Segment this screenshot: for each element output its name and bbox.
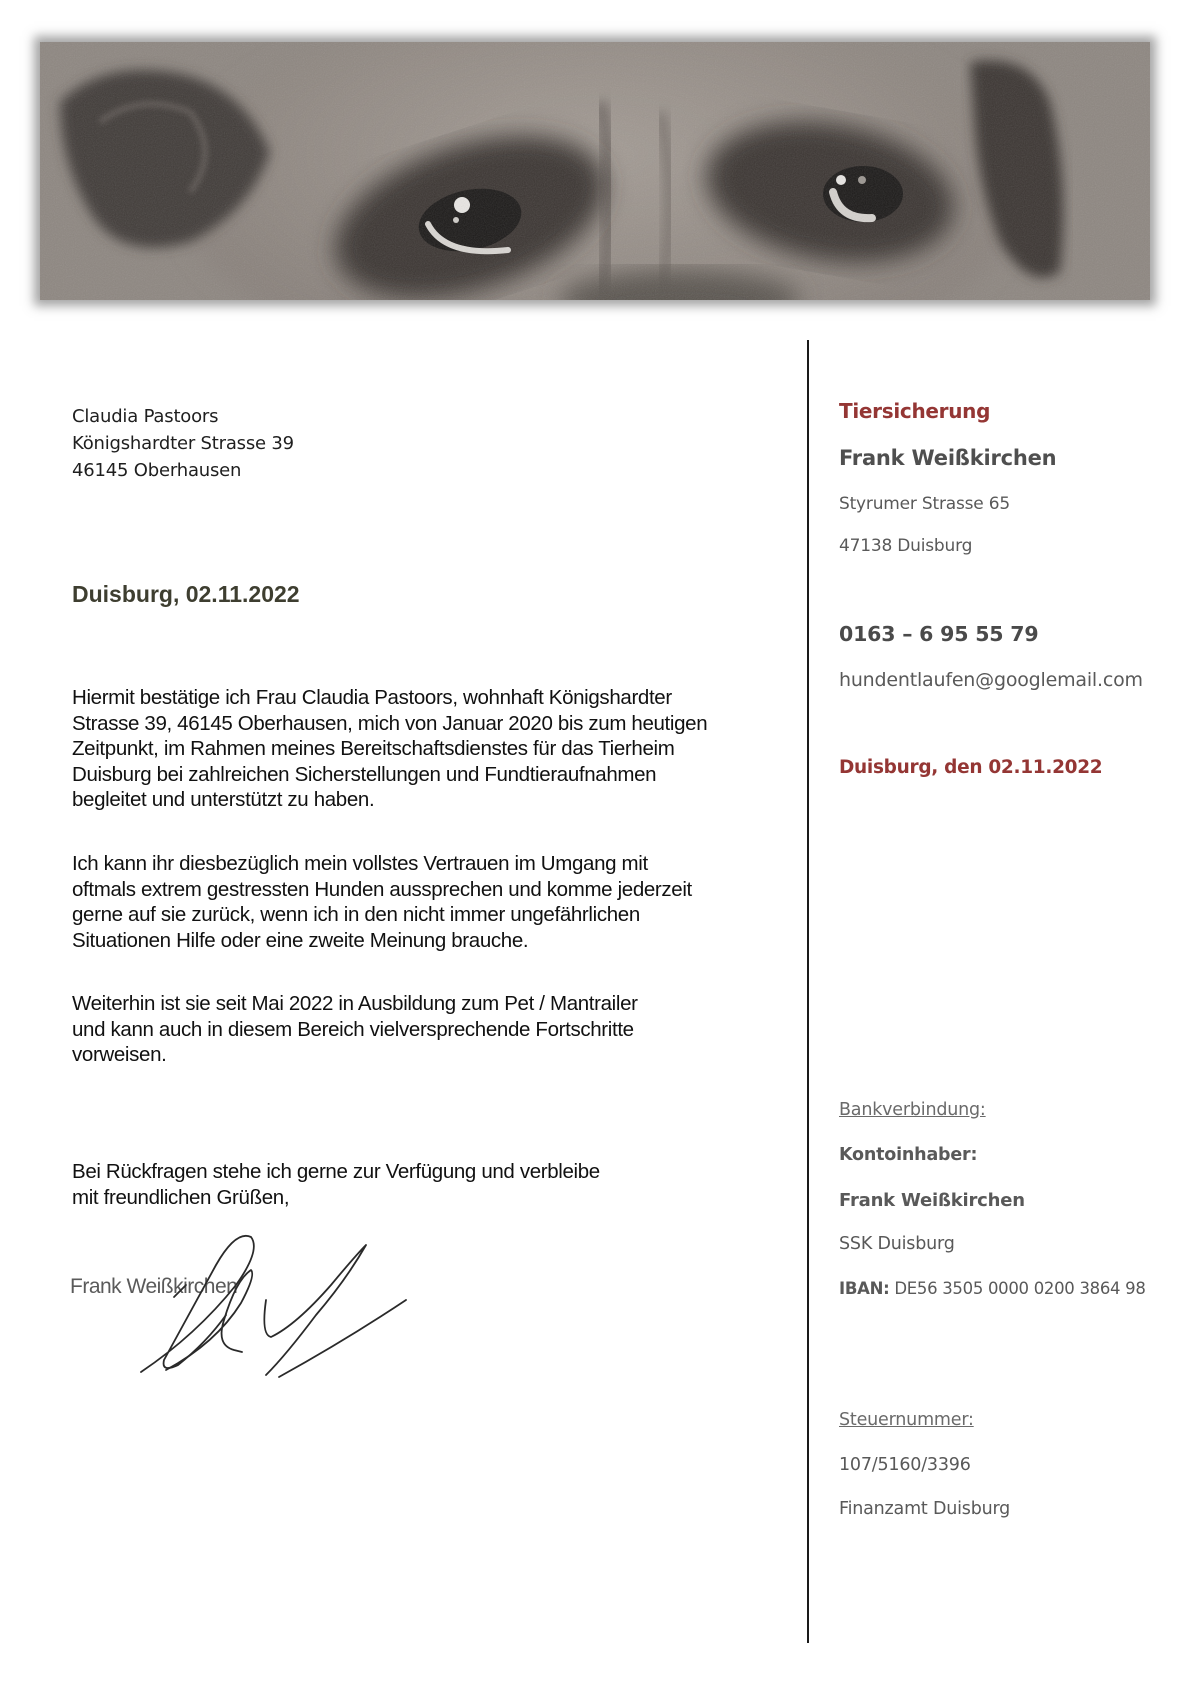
closing-line: Bei Rückfragen stehe ich gerne zur Verfügung und verbleibe — [72, 1160, 600, 1183]
paragraph-closing — [72, 1159, 792, 1210]
header-dog-photo — [40, 42, 1150, 300]
iban-value: DE56 3505 0000 0200 3864 98 — [894, 1279, 1146, 1298]
iban-label: IBAN: — [839, 1279, 890, 1298]
signature-block — [66, 1225, 446, 1385]
paragraph-line: oftmals extrem gestressten Hunden aussprechen und komme jederzeit — [72, 877, 692, 901]
account-holder-label: Kontoinhaber: — [839, 1145, 978, 1165]
paragraph-line: Hiermit bestätige ich Frau Claudia Pastoors, wohnhaft Königshardter — [72, 686, 672, 709]
paragraph-line: und kann auch in diesem Bereich vielversprechende Fortschritte — [72, 1017, 634, 1041]
bank-heading: Bankverbindung: — [839, 1100, 986, 1120]
recipient-city: 46145 Oberhausen — [72, 460, 242, 481]
paragraph-line: Strasse 39, 46145 Oberhausen, mich von Januar 2020 bis zum heutigen — [72, 711, 708, 735]
account-holder-name: Frank Weißkirchen — [839, 1190, 1025, 1211]
sender-organization: Tiersicherung — [839, 399, 991, 423]
sender-street: Styrumer Strasse 65 — [839, 494, 1010, 514]
paragraph-trust — [72, 851, 792, 953]
paragraph-line: gerne auf sie zurück, wenn ich in den nicht immer ungefährlichen — [72, 903, 640, 926]
paragraph-line: Zeitpunkt, im Rahmen meines Bereitschaftsdienstes für das Tierheim — [72, 737, 675, 760]
sender-phone: 0163 – 6 95 55 79 — [839, 622, 1039, 646]
signature-printed-name: Frank Weißkirchen — [70, 1275, 238, 1298]
recipient-address — [72, 403, 294, 484]
tax-office: Finanzamt Duisburg — [839, 1499, 1011, 1519]
paragraph-line: begleitet und unterstützt zu haben. — [72, 788, 375, 811]
paragraph-confirmation — [72, 685, 792, 813]
tax-heading: Steuernummer: — [839, 1410, 974, 1430]
vertical-divider — [807, 340, 809, 1643]
paragraph-line: Situationen Hilfe oder eine zweite Meinung brauche. — [72, 928, 529, 952]
sender-date-line: Duisburg, den 02.11.2022 — [839, 757, 1103, 778]
bank-name: SSK Duisburg — [839, 1234, 955, 1254]
recipient-name: Claudia Pastoors — [72, 406, 219, 427]
paragraph-line: vorweisen. — [72, 1043, 167, 1066]
paragraph-training — [72, 991, 792, 1068]
handwritten-signature — [66, 1225, 446, 1385]
paragraph-line: Ich kann ihr diesbezüglich mein vollstes Vertrauen im Umgang mit — [72, 852, 648, 875]
dog-eyes-illustration — [40, 42, 1150, 300]
sender-name: Frank Weißkirchen — [839, 446, 1057, 470]
recipient-street: Königshardter Strasse 39 — [72, 433, 294, 454]
sender-city: 47138 Duisburg — [839, 536, 973, 556]
tax-number: 107/5160/3396 — [839, 1455, 971, 1475]
iban-line — [839, 1279, 1146, 1298]
paragraph-line: Duisburg bei zahlreichen Sicherstellungen und Fundtieraufnahmen — [72, 762, 657, 786]
closing-line: mit freundlichen Grüßen, — [72, 1185, 290, 1209]
sender-email-link[interactable]: hundentlaufen@googlemail.com — [839, 669, 1143, 691]
letter-date-heading: Duisburg, 02.11.2022 — [72, 581, 300, 607]
paragraph-line: Weiterhin ist sie seit Mai 2022 in Ausbildung zum Pet / Mantrailer — [72, 992, 638, 1015]
